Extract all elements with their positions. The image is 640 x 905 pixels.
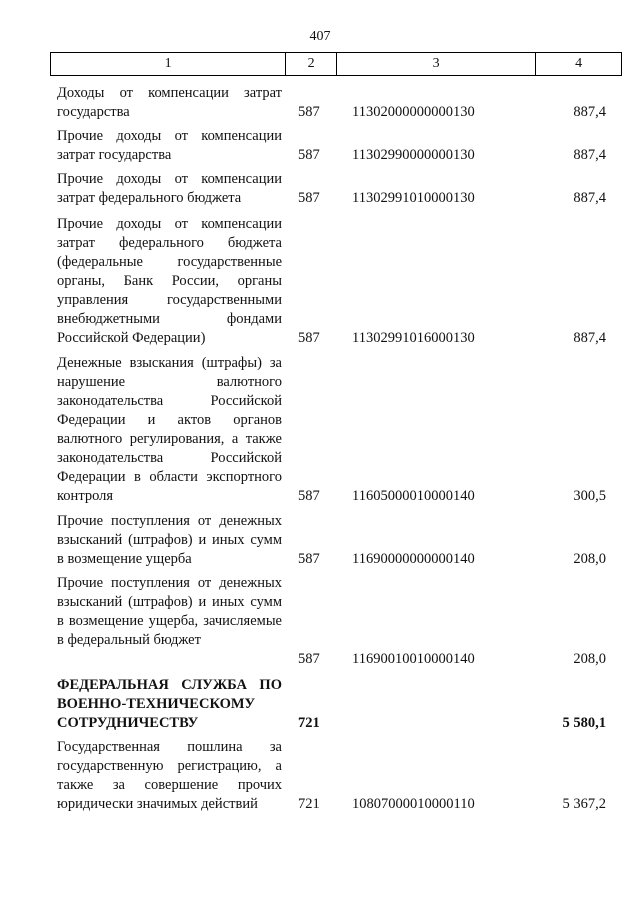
table-row [0,127,640,165]
row-amount: 887,4 [573,330,606,346]
row-kbk: 11302990000000130 [352,147,475,163]
row-code: 721 [298,715,320,731]
table-row [0,354,640,506]
row-name: Прочие доходы от компенсации затрат федерального бюджета (федеральные государственные органы, Банк России, органы управления государственными внебюджетными фондами Российской Федерации) [57,216,282,346]
row-amount: 887,4 [573,190,606,206]
header-col-1: 1 [51,53,286,75]
row-name: Прочие доходы от компенсации затрат федерального бюджета [57,171,282,206]
row-name: Прочие поступления от денежных взысканий (штрафов) и иных сумм в возмещение ущерба [57,513,282,567]
row-name: Доходы от компенсации затрат государства [57,85,282,120]
table-row [0,215,640,348]
table-row [0,170,640,208]
row-code: 587 [298,190,320,206]
row-amount: 300,5 [573,488,606,504]
row-kbk: 11302991010000130 [352,190,475,206]
table-row [0,84,640,122]
row-code: 721 [298,796,320,812]
row-amount: 5 367,2 [562,796,606,812]
table-row [0,738,640,814]
row-kbk: 11302000000000130 [352,104,475,120]
row-code: 587 [298,488,320,504]
row-name: Прочие поступления от денежных взысканий (штрафов) и иных сумм в возмещение ущерба, зачисляемые в федеральный бюджет [57,575,282,648]
header-col-3: 3 [337,53,536,75]
page-number: 407 [309,29,331,44]
row-code: 587 [298,330,320,346]
row-kbk: 11690010010000140 [352,651,475,667]
row-kbk: 11605000010000140 [352,488,475,504]
header-col-4: 4 [575,56,583,71]
table-row [0,676,640,733]
row-name: Государственная пошлина за государственную регистрацию, а также за совершение прочих юридически значимых действий [57,739,282,812]
table-row [0,512,640,569]
row-code: 587 [298,651,320,667]
row-name: ФЕДЕРАЛЬНАЯ СЛУЖБА ПО ВОЕННО-ТЕХНИЧЕСКОМУ СОТРУДНИЧЕСТВУ [57,677,282,731]
row-amount: 887,4 [573,104,606,120]
row-name: Прочие доходы от компенсации затрат государства [57,128,282,163]
table-row [0,574,640,669]
row-name: Денежные взыскания (штрафы) за нарушение валютного законодательства Российской Федерации и актов органов валютного регулирования, а также законодательства Российской Федерации в области экспортного контроля [57,355,282,504]
row-code: 587 [298,551,320,567]
row-kbk: 11690000000000140 [352,551,475,567]
row-amount: 5 580,1 [562,715,606,731]
row-kbk: 10807000010000110 [352,796,475,812]
row-kbk: 11302991016000130 [352,330,475,346]
row-amount: 208,0 [573,551,606,567]
row-amount: 887,4 [573,147,606,163]
row-amount: 208,0 [573,651,606,667]
row-code: 587 [298,147,320,163]
row-code: 587 [298,104,320,120]
header-col-2: 2 [286,53,337,75]
table-header [50,52,622,76]
